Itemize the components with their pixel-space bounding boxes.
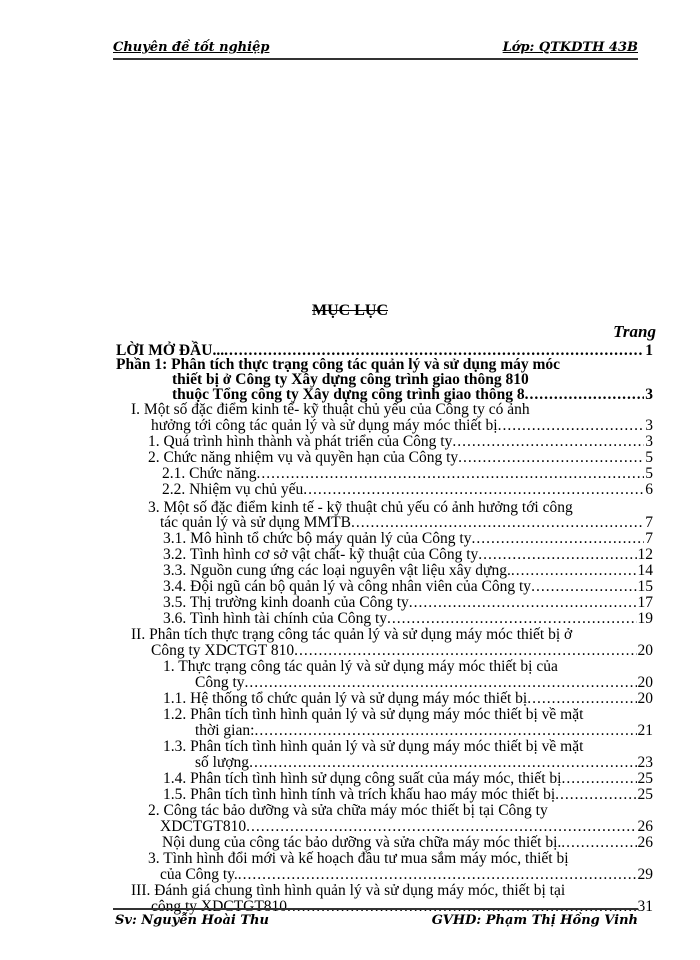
toc-entry[interactable] <box>151 418 653 434</box>
leader-dots <box>525 387 645 403</box>
toc-entry[interactable] <box>160 867 653 883</box>
leader-dots <box>561 835 636 851</box>
leader-dots <box>511 563 637 579</box>
leader-dots <box>527 691 636 707</box>
leader-dots <box>471 531 644 547</box>
leader-dots <box>303 482 644 498</box>
leader-dots <box>498 418 645 434</box>
toc-entry-text: 1.5. Phân tích tình hình tính và trích khấu hao máy móc thiết bị <box>163 786 556 803</box>
toc-entry[interactable] <box>162 835 653 851</box>
toc-entry-text[interactable]: thiết bị ở Công ty Xây dựng công trình giao thông 810 <box>172 371 529 388</box>
toc-entry-text[interactable]: 1. Thực trạng công tác quản lý và sử dụng máy móc thiết bị của <box>163 658 558 675</box>
header-topic: Chuyên đề tốt nghiệp <box>113 40 270 55</box>
toc-entry-text: số lượng <box>195 754 250 771</box>
toc-entry-text: 2.2. Nhiệm vụ chủ yếu <box>162 481 304 498</box>
toc-entry-text[interactable]: II. Phân tích thực trạng công tác quản lý và sử dụng máy móc thiết bị ở <box>131 626 573 643</box>
toc-entry-text[interactable]: 3. Một số đặc điểm kinh tế - kỹ thuật chủ yếu có ảnh hưởng tới công <box>148 499 573 516</box>
toc-entry[interactable] <box>160 515 653 531</box>
toc-entry[interactable] <box>148 450 653 466</box>
toc-entry[interactable] <box>163 563 653 579</box>
toc-entry-text: thuộc Tổng công ty Xây dựng công trình giao thông 8 <box>172 386 525 403</box>
toc-entry-text: 3.5. Thị trường kinh doanh của Công ty <box>163 594 409 611</box>
toc-page-number: 5 <box>645 449 653 466</box>
leader-dots <box>351 515 644 531</box>
leader-dots <box>531 579 636 595</box>
toc-entry[interactable] <box>195 755 653 771</box>
leader-dots <box>294 643 636 659</box>
leader-dots <box>478 547 636 563</box>
toc-entry[interactable] <box>163 787 653 803</box>
toc-entry-text[interactable]: Phần 1: Phân tích thực trạng công tác quản lý và sử dụng máy móc <box>116 356 561 373</box>
toc-entry-text: 3.1. Mô hình tổ chức bộ máy quản lý của Công ty <box>163 530 472 547</box>
toc-page-number: 23 <box>637 754 653 771</box>
toc-page-number: 25 <box>637 770 653 787</box>
toc-page-number: 20 <box>637 690 653 707</box>
leader-dots <box>246 819 636 835</box>
toc-page-number: 7 <box>645 514 653 531</box>
toc-entry-text: 2.1. Chức năng <box>162 465 257 482</box>
toc-page-number: 3 <box>645 433 653 450</box>
toc-entry-text: Công ty XDCTGT 810 <box>151 642 295 659</box>
header-class: Lớp: QTKDTH 43B <box>502 40 638 55</box>
leader-dots <box>245 675 637 691</box>
toc-entry-text: hưởng tới công tác quản lý và sử dụng máy móc thiết bị <box>151 417 498 434</box>
toc-page-number: 20 <box>637 642 653 659</box>
toc-page-number: 15 <box>637 578 653 595</box>
toc-page-number: 25 <box>637 786 653 803</box>
toc-page-number: 17 <box>637 594 653 611</box>
toc-entry[interactable] <box>163 771 653 787</box>
toc-entry-text: 3.2. Tình hình cơ sở vật chất- kỹ thuật của Công ty <box>163 546 479 563</box>
toc-page-number: 31 <box>637 898 653 915</box>
toc-page-number: 20 <box>637 674 653 691</box>
toc-entry-text: công ty XDCTGT810 <box>151 898 288 915</box>
toc-page-number: 6 <box>645 481 653 498</box>
toc-page-number: 14 <box>637 562 653 579</box>
toc-entry-text: LỜI MỞ ĐẦU... <box>116 342 225 359</box>
toc-entry[interactable] <box>163 547 653 563</box>
toc-entry-text[interactable]: 1.3. Phân tích tình hình quản lý và sử dụng máy móc thiết bị về mặt <box>163 738 584 755</box>
toc-entry-text: 3.3. Nguồn cung ứng các loại nguyên vật liệu xây dựng. <box>163 562 511 579</box>
leader-dots <box>409 595 637 611</box>
leader-dots <box>249 755 636 771</box>
toc-entry[interactable] <box>195 675 653 691</box>
toc-entry[interactable] <box>163 595 653 611</box>
toc-page-number: 7 <box>645 530 653 547</box>
page-header <box>113 40 638 60</box>
toc-page-number: 21 <box>637 722 653 739</box>
leader-dots <box>238 867 637 883</box>
toc-entry-text: Công ty <box>195 674 245 691</box>
leader-dots <box>561 771 636 787</box>
toc-entry-text[interactable]: 3. Tình hình đổi mới và kế hoạch đầu tư mua sắm máy móc, thiết bị <box>148 850 569 867</box>
leader-dots <box>387 611 636 627</box>
toc-page-number: 26 <box>637 834 653 851</box>
toc-page-number: 29 <box>637 866 653 883</box>
footer-student: Sv: Nguyễn Hoài Thu <box>115 913 269 928</box>
toc-entry[interactable] <box>148 434 653 450</box>
toc-entry-text: 1.1. Hệ thống tổ chức quản lý và sử dụng máy móc thiết bị <box>163 690 528 707</box>
page-column-label: Trang <box>613 322 656 341</box>
toc-entry[interactable] <box>162 466 653 482</box>
toc-page-number: 12 <box>637 546 653 563</box>
leader-dots <box>254 723 636 739</box>
toc-entry[interactable] <box>195 723 653 739</box>
footer-supervisor: GVHD: Phạm Thị Hồng Vinh <box>431 913 638 928</box>
toc-entry-text: 3.4. Đội ngũ cán bộ quản lý và công nhân viên của Công ty <box>163 578 532 595</box>
toc-entry[interactable] <box>163 579 653 595</box>
leader-dots <box>458 450 644 466</box>
toc-entry-text: XDCTGT810 <box>160 818 247 835</box>
toc-entry-text: của Công ty. <box>160 866 238 883</box>
toc-entry-text: thời gian: <box>195 722 255 739</box>
toc-entry[interactable] <box>163 611 653 627</box>
toc-page-number: 5 <box>645 465 653 482</box>
toc-page-number: 3 <box>645 386 653 403</box>
toc-entry-text: 1. Quá trình hình thành và phát triển của Công ty <box>148 433 453 450</box>
toc-entry[interactable] <box>163 691 653 707</box>
toc-entry-text: Nội dung của công tác bảo dưỡng và sửa chữa máy móc thiết bị. <box>162 834 562 851</box>
toc-page-number: 19 <box>637 610 653 627</box>
toc-entry-text: 3.6. Tình hình tài chính của Công ty <box>163 610 388 627</box>
leader-dots <box>257 466 645 482</box>
leader-dots <box>452 434 644 450</box>
toc-entry-text: 1.4. Phân tích tình hình sử dụng công suất của máy móc, thiết bị <box>163 770 562 787</box>
toc-page-number: 26 <box>637 818 653 835</box>
toc-page-number: 1 <box>645 342 653 359</box>
toc-entry[interactable] <box>151 643 653 659</box>
toc-entry-text: tác quản lý và sử dụng MMTB <box>160 514 351 531</box>
page-title: MỤC LỤC <box>312 302 388 319</box>
toc-entry-text[interactable]: III. Đánh giá chung tình hình quản lý và sử dụng máy móc, thiết bị tại <box>131 882 566 899</box>
toc-entry-text[interactable]: 2. Công tác bảo dưỡng và sửa chữa máy móc thiết bị tại Công ty <box>148 802 548 819</box>
toc-entry-text: 2. Chức năng nhiệm vụ và quyền hạn của Công ty <box>148 449 459 466</box>
page-footer <box>113 908 638 930</box>
toc-entry[interactable] <box>163 531 653 547</box>
toc-entry[interactable] <box>162 482 653 498</box>
toc-entry[interactable] <box>160 819 653 835</box>
toc-page-number: 3 <box>645 417 653 434</box>
leader-dots <box>555 787 636 803</box>
toc-entry-text[interactable]: 1.2. Phân tích tình hình quản lý và sử dụng máy móc thiết bị về mặt <box>163 706 584 723</box>
toc-entry-text[interactable]: I. Một số đặc điểm kinh tế- kỹ thuật chủ yếu của Công ty có ảnh <box>131 401 530 418</box>
